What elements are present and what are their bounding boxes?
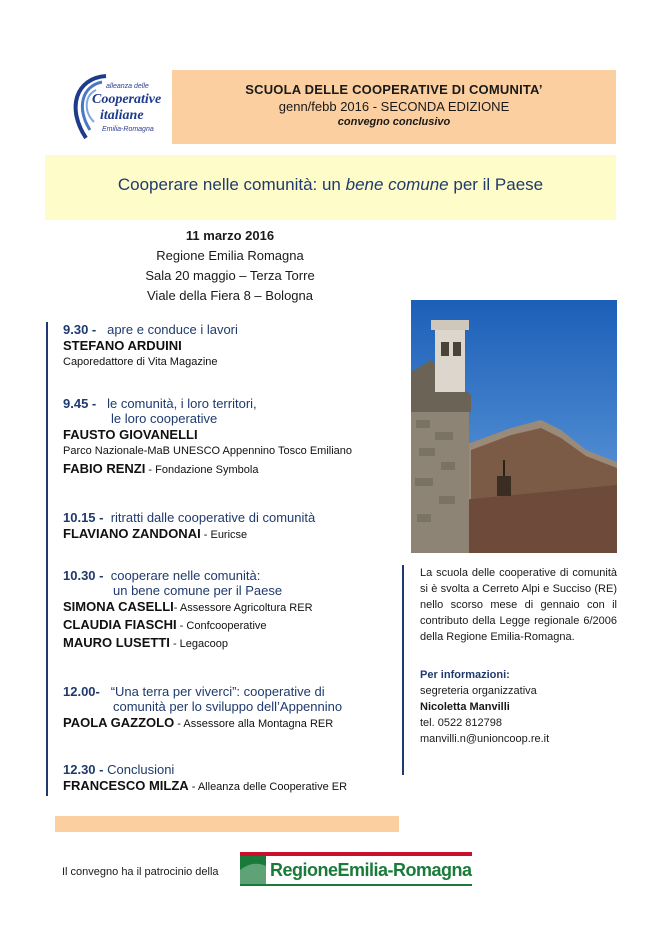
speaker-name-text: PAOLA GAZZOLO (63, 715, 175, 730)
event-date: 11 marzo 2016 (185, 228, 275, 243)
patronage-text: Il convegno ha il patrocinio della (62, 866, 219, 878)
slot-topic: Conclusioni (107, 762, 175, 777)
slot-topic-cont: comunità per lo sviluppo dell’Appennino (113, 699, 343, 714)
logo-line-1: alleanza delle (106, 83, 149, 90)
program-slot (63, 322, 238, 368)
slot-topic: cooperare nelle comunità: (110, 568, 261, 583)
program (46, 322, 401, 796)
info-email[interactable]: manvilli.n@unioncoop.re.it (420, 733, 550, 745)
speaker-role: - Alleanza delle Cooperative ER (188, 781, 348, 793)
slot-time-line (63, 322, 238, 337)
speaker-name (63, 599, 313, 614)
event-info (115, 226, 345, 306)
speaker-name-text: SIMONA CASELLI (63, 599, 174, 614)
slot-time: 10.30 - (63, 568, 104, 583)
title-emphasis: bene comune (345, 175, 449, 194)
program-slot (63, 762, 347, 793)
regione-emilia-romagna-logo (240, 850, 472, 888)
speaker-name: STEFANO ARDUINI (63, 338, 182, 353)
title-before: Cooperare nelle comunità: un (117, 175, 346, 194)
slot-time: 9.45 - (63, 396, 97, 411)
edition: genn/febb 2016 - SECONDA EDIZIONE (278, 99, 510, 114)
program-slot (63, 510, 315, 541)
slot-time: 9.30 - (63, 322, 97, 337)
info-tel: tel. 0522 812798 (420, 717, 502, 729)
event-place-3: Viale della Fiera 8 – Bologna (147, 288, 313, 303)
speaker-role: Parco Nazionale-MaB UNESCO Appennino Tosco Emiliano (63, 445, 352, 457)
conference-title (45, 175, 616, 195)
slot-topic-cont: un bene comune per il Paese (113, 583, 283, 598)
speaker-name (63, 635, 313, 650)
speaker-role: - Confcooperative (176, 620, 267, 632)
speaker-name-text: MAURO LUSETTI (63, 635, 170, 650)
rer-green-line (240, 884, 472, 886)
program-slot (63, 396, 352, 476)
logo-line-3: italiane (100, 108, 144, 123)
speaker-role: - Euricse (200, 529, 248, 541)
slot-time-line (63, 684, 342, 699)
speaker-name-text: FLAVIANO ZANDONAI (63, 526, 201, 541)
event-place-2: Sala 20 maggio – Terza Torre (145, 268, 315, 283)
slot-time-line (63, 510, 315, 525)
header-box (172, 70, 616, 144)
mountain-village-photo (411, 300, 617, 553)
speaker-name-text: FRANCESCO MILZA (63, 778, 189, 793)
speaker-role: - Assessore alla Montagna RER (174, 718, 334, 730)
logo-line-2: Cooperative (92, 92, 162, 107)
decorative-bar (55, 816, 399, 832)
speaker-name (63, 526, 315, 541)
title-after: per il Paese (448, 175, 544, 194)
rer-logo-text: RegioneEmilia-Romagna (270, 860, 472, 880)
slot-time-line (63, 396, 352, 411)
speaker-role: - Legacoop (169, 638, 228, 650)
slot-topic: le comunità, i loro territori, (107, 396, 257, 411)
side-info (402, 565, 617, 775)
slot-topic: apre e conduce i lavori (107, 322, 238, 337)
logo-line-4: Emilia-Romagna (102, 126, 154, 133)
slot-time: 12.30 - (63, 762, 104, 777)
speaker-name (63, 778, 347, 793)
school-description: La scuola delle cooperative di comunità si è svolta a Cerreto Alpi e Succiso (RE) nello scorso mese di gennaio con il contributo della Legge regionale 6/2006 della Regione Emilia-Romagna. (420, 567, 617, 643)
info-org: segreteria organizzativa (420, 685, 537, 697)
speaker-name-text: CLAUDIA FIASCHI (63, 617, 177, 632)
slot-time: 12.00- (63, 684, 100, 699)
speaker-name: FAUSTO GIOVANELLI (63, 427, 198, 442)
speaker-name (63, 715, 342, 730)
speaker-name (63, 461, 352, 476)
slot-topic-cont: le loro cooperative (111, 411, 218, 426)
slot-topic: “Una terra per viverci”: cooperative di (110, 684, 325, 699)
slot-time-line (63, 762, 347, 777)
event-place-1: Regione Emilia Romagna (156, 248, 304, 263)
info-title: Per informazioni: (420, 669, 510, 681)
speaker-role: - Fondazione Symbola (145, 464, 259, 476)
info-contact-name: Nicoletta Manvilli (420, 701, 510, 713)
slot-topic: ritratti dalle cooperative di comunità (110, 510, 316, 525)
speaker-name-text: FABIO RENZI (63, 461, 146, 476)
speaker-name (63, 617, 313, 632)
school-title: SCUOLA DELLE COOPERATIVE DI COMUNITA’ (245, 82, 543, 97)
slot-time-line (63, 568, 313, 583)
slot-time: 10.15 - (63, 510, 104, 525)
alleanza-cooperative-logo (66, 68, 176, 148)
rer-emblem-icon (240, 856, 266, 884)
rer-red-line (240, 852, 472, 856)
program-slot (63, 684, 342, 730)
title-box (45, 155, 616, 220)
speaker-role: Caporedattore di Vita Magazine (63, 356, 218, 368)
event-type: convegno conclusivo (337, 116, 451, 128)
program-slot (63, 568, 313, 650)
speaker-role: - Assessore Agricoltura RER (173, 602, 313, 614)
